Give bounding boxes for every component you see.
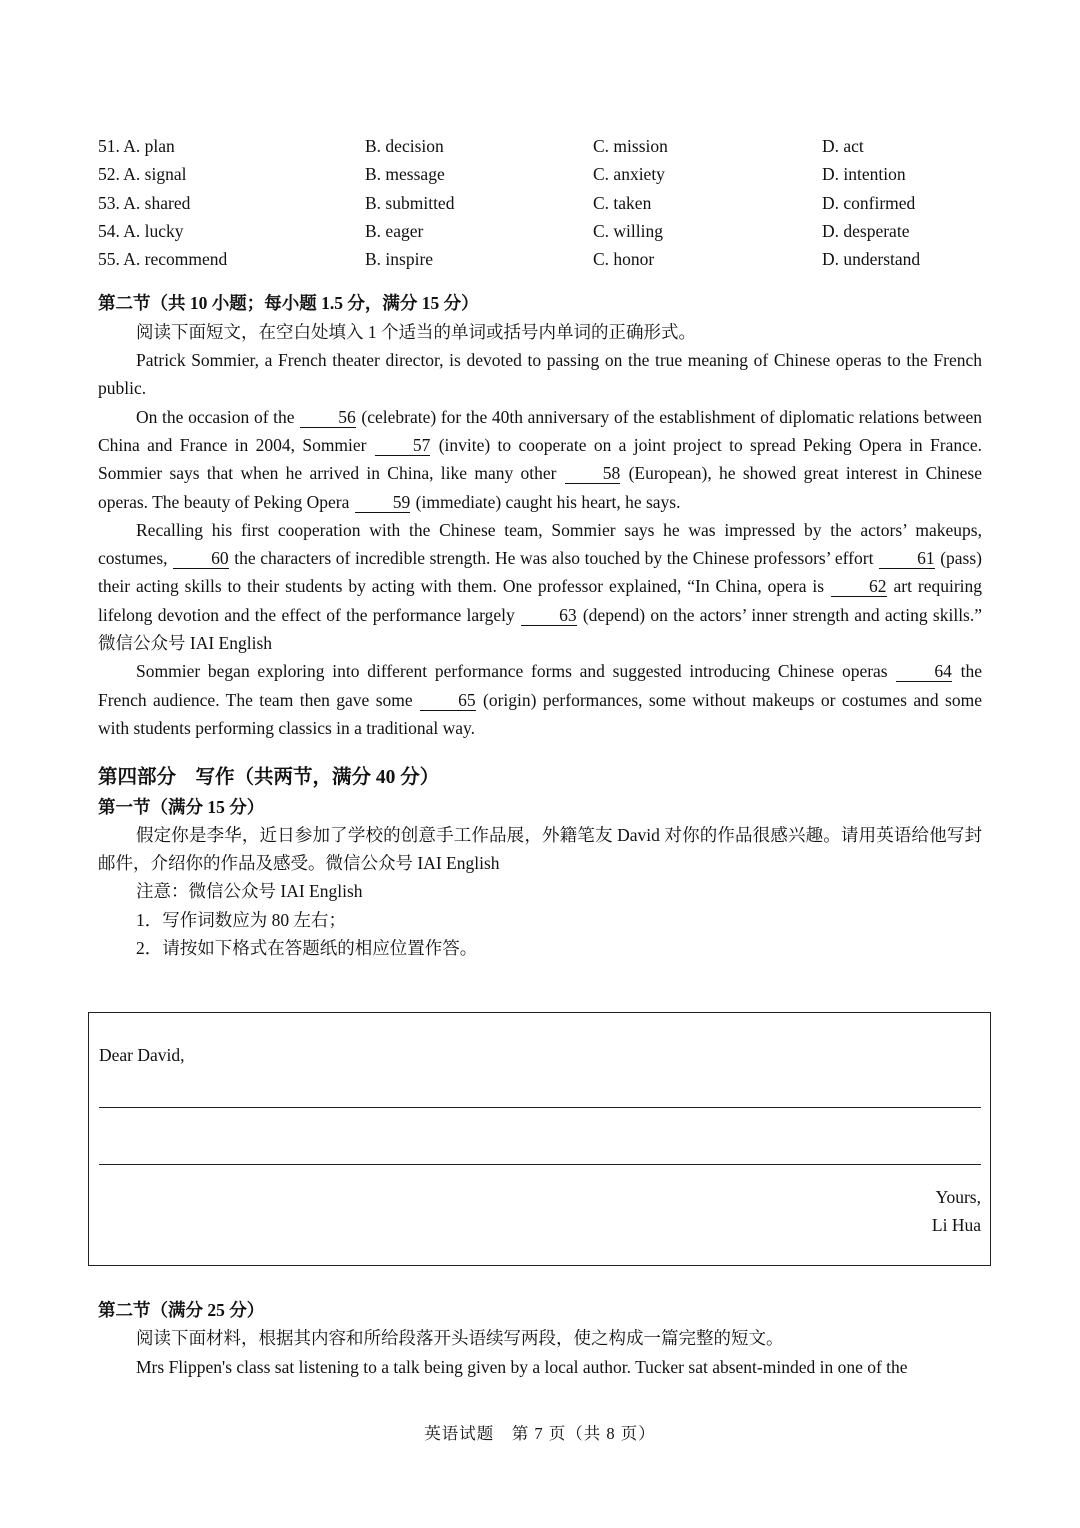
option-a: 52. A. signal: [98, 164, 187, 185]
section2-instruction: 阅读下面短文，在空白处填入 1 个适当的单词或括号内单词的正确形式。: [136, 321, 696, 342]
paragraph-text: (European), he showed great interest in Chinese operas. The beauty of Peking Opera: [98, 463, 983, 512]
paragraph-text: (depend) on the actors’ inner strength and acting skills.”: [582, 604, 983, 625]
passage-paragraph-4: [98, 657, 982, 742]
option-row-52: [98, 160, 982, 188]
part4-section2: [98, 1296, 982, 1381]
paragraph-text: (celebrate) for the 40th anniversary of the establishment of diplomatic relations between China and France in 2004, Sommier: [98, 406, 983, 455]
writing-note-2: 2．请按如下格式在答题纸的相应位置作答。: [136, 938, 478, 959]
blank-61[interactable]: 61: [879, 548, 935, 569]
option-b: B. submitted: [365, 192, 455, 213]
options-table: [98, 132, 982, 273]
option-d: D. confirmed: [822, 192, 916, 213]
option-c: C. mission: [593, 136, 668, 156]
paragraph-text: the French audience. The team then gave some: [98, 661, 983, 710]
letter-greeting: Dear David,: [99, 1045, 185, 1065]
option-row-54: [98, 217, 982, 245]
writing-line[interactable]: [99, 1107, 981, 1108]
option-b: B. decision: [365, 136, 444, 156]
writing-note-1: 1．写作词数应为 80 左右；: [136, 909, 346, 930]
part4-section2-instruction: 阅读下面材料，根据其内容和所给段落开头语续写两段，使之构成一篇完整的短文。: [136, 1328, 784, 1349]
option-a: 55. A. recommend: [98, 249, 228, 270]
part4-section1-heading: 第一节（满分 15 分）: [98, 796, 265, 817]
passage-paragraph-1: Patrick Sommier, a French theater director, is devoted to passing on the true meaning of Chinese operas to the French public.: [98, 350, 982, 399]
letter-closing: [932, 1183, 981, 1240]
blank-63[interactable]: 63: [521, 605, 577, 626]
page-footer: 英语试题 第 7 页（共 8 页）: [424, 1424, 656, 1443]
closing-text: Yours,: [935, 1187, 981, 1207]
paragraph-text: (pass) their acting skills to their students by acting with them. One professor explained, “In China, opera is: [98, 548, 982, 597]
letter-answer-box: [88, 1012, 991, 1266]
paragraph-text: Recalling his first cooperation with the Chinese team, Sommier says he was impressed by the actors’ makeups, costumes,: [98, 519, 982, 569]
option-row-55: [98, 245, 982, 273]
option-b: B. inspire: [365, 249, 434, 270]
blank-59[interactable]: 59: [355, 492, 411, 513]
page-content: [98, 132, 982, 962]
option-a: 54. A. lucky: [98, 220, 184, 241]
paragraph-text: art requiring lifelong devotion and the effect of the performance largely: [98, 576, 983, 625]
blank-65[interactable]: 65: [420, 690, 476, 711]
paragraph-text: Sommier began exploring into different performance forms and suggested introducing Chinese operas: [136, 661, 888, 682]
writing-note: 注意：微信公众号 IAI English: [136, 881, 363, 902]
option-a: 51. A. plan: [98, 136, 175, 156]
option-row-53: [98, 189, 982, 217]
section2-heading: 第二节（共 10 小题；每小题 1.5 分，满分 15 分）: [98, 293, 479, 314]
option-d: D. understand: [822, 249, 921, 270]
part4-section2-heading: 第二节（满分 25 分）: [98, 1300, 265, 1320]
watermark-text: 微信公众号 IAI English: [98, 633, 273, 654]
passage-paragraph-3: [98, 516, 982, 657]
option-d: D. intention: [822, 164, 906, 185]
paragraph-text: (immediate) caught his heart, he says.: [415, 491, 681, 512]
blank-64[interactable]: 64: [896, 661, 952, 682]
paragraph-text: the characters of incredible strength. He was also touched by the Chinese professors’ effort: [234, 548, 874, 569]
signature-text: Li Hua: [931, 1215, 981, 1236]
writing-prompt: 假定你是李华，近日参加了学校的创意手工作品展，外籍笔友 David 对你的作品很感兴趣。请用英语给他写封邮件，介绍你的作品及感受。微信公众号 IAI English: [98, 824, 982, 874]
paragraph-text: (origin) performances, some without makeups or costumes and some with students performing classics in a traditional way.: [98, 689, 982, 738]
blank-56[interactable]: 56: [300, 407, 356, 428]
blank-58[interactable]: 58: [565, 463, 621, 484]
option-d: D. act: [822, 136, 864, 156]
continuation-text: Mrs Flippen's class sat listening to a talk being given by a local author. Tucker sat absent-minded in one of the: [136, 1356, 908, 1377]
part4-heading: 第四部分 写作（共两节，满分 40 分）: [98, 767, 440, 789]
writing-line[interactable]: [99, 1164, 981, 1165]
blank-62[interactable]: 62: [831, 576, 887, 597]
passage-paragraph-2: [98, 403, 982, 516]
option-c: C. taken: [593, 192, 652, 213]
option-b: B. eager: [365, 220, 424, 241]
blank-57[interactable]: 57: [375, 435, 431, 456]
option-d: D. desperate: [822, 220, 910, 241]
option-b: B. message: [365, 164, 445, 185]
option-a: 53. A. shared: [98, 192, 191, 213]
option-c: C. honor: [593, 249, 655, 270]
paragraph-text: (invite) to cooperate on a joint project to spread Peking Opera in France. Sommier says that when he arrived in China, like many other: [98, 434, 983, 484]
option-c: C. willing: [593, 220, 664, 241]
paragraph-text: On the occasion of the: [136, 406, 295, 427]
option-row-51: [98, 132, 982, 160]
option-c: C. anxiety: [593, 164, 665, 185]
blank-60[interactable]: 60: [173, 548, 229, 569]
